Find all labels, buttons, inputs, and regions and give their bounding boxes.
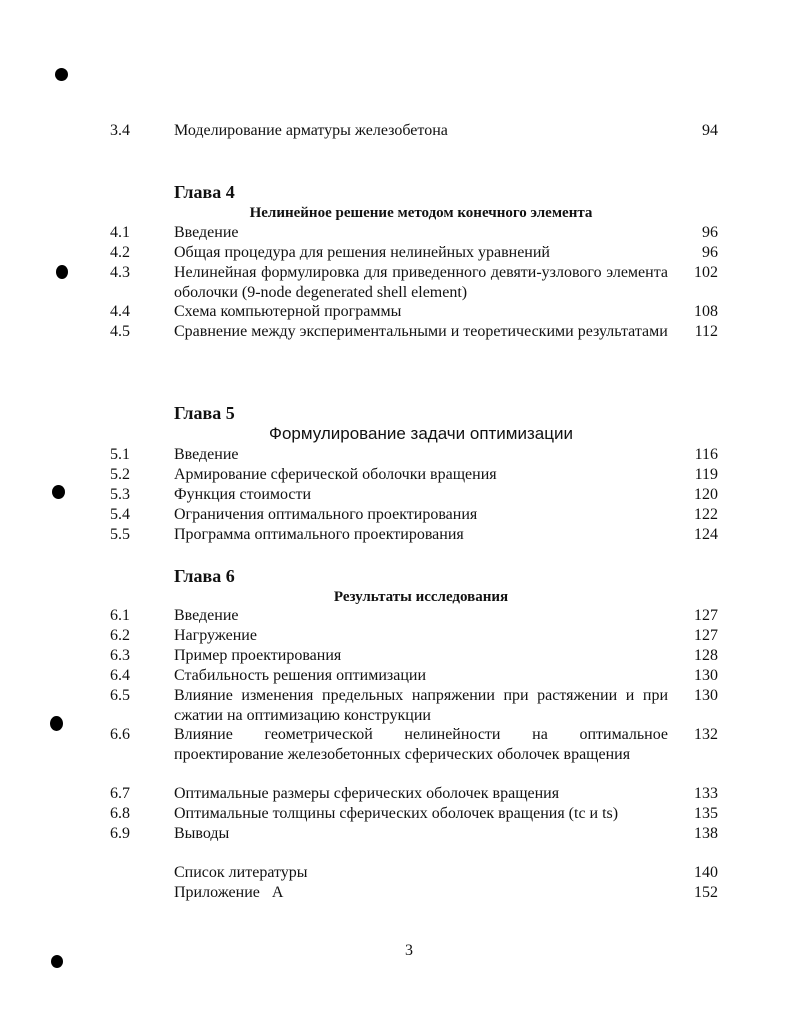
entry-page: 135 — [694, 805, 718, 822]
entry-title: Влияние геометрической нелинейности на оптимальное проектирование железобетонных сферических оболочек вращения — [174, 726, 668, 763]
scan-blot — [56, 265, 68, 279]
scan-blot — [51, 955, 63, 968]
scan-blot — [52, 485, 65, 499]
chapter-subtitle: Результаты исследования — [333, 589, 509, 605]
entry-number: 5.1 — [110, 446, 130, 463]
entry-page: 96 — [702, 224, 718, 241]
entry-number: 4.1 — [110, 224, 130, 241]
entry-title: Выводы — [174, 825, 230, 842]
entry-number: 4.2 — [110, 244, 130, 261]
entry-number: 4.5 — [110, 323, 130, 340]
entry-title: Моделирование арматуры железобетона — [174, 122, 448, 139]
entry-page: 96 — [702, 244, 718, 261]
chapter-subtitle: Нелинейное решение методом конечного элемента — [249, 205, 593, 221]
entry-number: 6.5 — [110, 687, 130, 704]
entry-title: Введение — [174, 607, 239, 624]
entry-page: 94 — [702, 122, 718, 139]
entry-number: 6.4 — [110, 667, 130, 684]
chapter-heading: Глава 4 — [174, 182, 235, 202]
entry-title: Схема компьютерной программы — [174, 303, 402, 320]
entry-number: 5.5 — [110, 526, 130, 543]
entry-number: 6.9 — [110, 825, 130, 842]
entry-page: 127 — [694, 607, 718, 624]
entry-number: 5.4 — [110, 506, 130, 523]
entry-number: 6.3 — [110, 647, 130, 664]
entry-title: Введение — [174, 446, 239, 463]
entry-title: Армирование сферической оболочки вращения — [174, 466, 497, 483]
page-number: 3 — [405, 942, 413, 959]
entry-page: 130 — [694, 667, 718, 684]
entry-title: Функция стоимости — [174, 486, 312, 503]
entry-number: 6.6 — [110, 726, 130, 743]
entry-title: Программа оптимального проектирования — [174, 526, 464, 543]
entry-number: 3.4 — [110, 122, 130, 139]
entry-number: 5.3 — [110, 486, 130, 503]
entry-page: 124 — [694, 526, 718, 543]
entry-number: 6.1 — [110, 607, 130, 624]
entry-page: 130 — [694, 687, 718, 704]
chapter-heading: Глава 6 — [174, 566, 235, 586]
entry-page: 102 — [694, 264, 718, 281]
entry-number: 6.2 — [110, 627, 130, 644]
entry-page: 108 — [694, 303, 718, 320]
entry-page: 132 — [694, 726, 718, 743]
entry-number: 6.7 — [110, 785, 130, 802]
entry-number: 6.8 — [110, 805, 130, 822]
scan-blot — [50, 716, 63, 731]
entry-page: 116 — [694, 446, 718, 463]
entry-title: Нелинейная формулировка для приведенного девяти-узлового элемента оболочки (9-node degenerated shell element) — [174, 264, 668, 301]
entry-title: Пример проектирования — [174, 647, 342, 664]
entry-page: 128 — [694, 647, 718, 664]
scan-blot — [55, 68, 68, 81]
entry-number: 4.3 — [110, 264, 130, 281]
entry-title: Стабильность решения оптимизации — [174, 667, 427, 684]
entry-title: Приложение А — [174, 884, 284, 901]
entry-page: 152 — [694, 884, 718, 901]
entry-number: 5.2 — [110, 466, 130, 483]
entry-title: Ограничения оптимального проектирования — [174, 506, 478, 523]
entry-page: 140 — [694, 864, 718, 881]
entry-page: 122 — [694, 506, 718, 523]
entry-title: Сравнение между экспериментальными и теоретическими результатами — [174, 323, 668, 340]
chapter-subtitle: Формулирование задачи оптимизации — [269, 424, 573, 443]
entry-title: Общая процедура для решения нелинейных уравнений — [174, 244, 550, 261]
entry-title: Влияние изменения предельных напряжении при растяжении и при сжатии на оптимизацию конструкции — [174, 687, 668, 724]
entry-page: 120 — [694, 486, 718, 503]
entry-page: 133 — [694, 785, 718, 802]
entry-title: Нагружение — [174, 627, 257, 644]
entry-page: 127 — [694, 627, 718, 644]
entry-title: Список литературы — [174, 864, 308, 881]
entry-title: Оптимальные размеры сферических оболочек вращения — [174, 785, 560, 802]
entry-title: Оптимальные толщины сферических оболочек вращения (tc и ts) — [174, 805, 619, 822]
entry-page: 138 — [694, 825, 718, 842]
entry-page: 112 — [694, 323, 718, 340]
entry-number: 4.4 — [110, 303, 130, 320]
entry-page: 119 — [694, 466, 718, 483]
chapter-heading: Глава 5 — [174, 403, 235, 423]
entry-title: Введение — [174, 224, 239, 241]
